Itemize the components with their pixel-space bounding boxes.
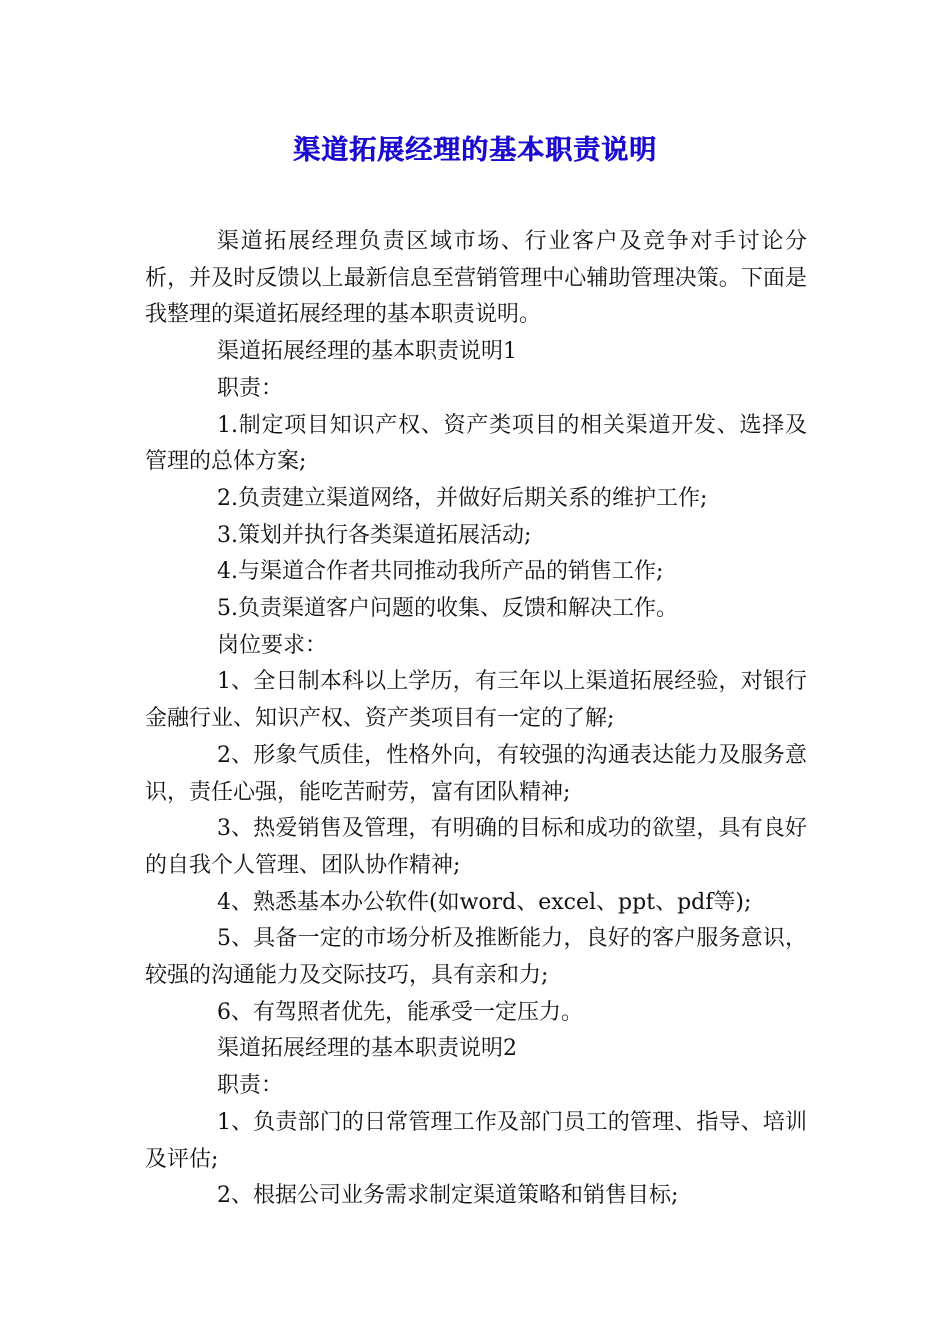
document-title: 渠道拓展经理的基本职责说明	[293, 135, 657, 166]
section-heading-2: 渠道拓展经理的基本职责说明2	[217, 1036, 517, 1062]
requirements-label: 岗位要求：	[217, 632, 328, 658]
intro-paragraph: 渠道拓展经理负责区域市场、行业客户及竞争对手讨论分析，并及时反馈以上最新信息至营销管理中心辅助管理决策。下面是我整理的渠道拓展经理的基本职责说明。	[145, 229, 807, 328]
requirement-item: 4、熟悉基本办公软件(如word、excel、ppt、pdf等);	[217, 889, 752, 915]
duty-item: 2、根据公司业务需求制定渠道策略和销售目标;	[217, 1183, 679, 1209]
duty-item: 5.负责渠道客户问题的收集、反馈和解决工作。	[217, 596, 678, 622]
duty-item: 4.与渠道合作者共同推动我所产品的销售工作;	[217, 559, 664, 585]
section-heading-1: 渠道拓展经理的基本职责说明1	[217, 339, 517, 365]
duty-item: 1、负责部门的日常管理工作及部门员工的管理、指导、培训及评估;	[145, 1109, 807, 1172]
duty-item: 1.制定项目知识产权、资产类项目的相关渠道开发、选择及管理的总体方案;	[145, 412, 807, 475]
duty-item: 3.策划并执行各类渠道拓展活动;	[217, 522, 532, 548]
requirement-item: 1、全日制本科以上学历，有三年以上渠道拓展经验，对银行金融行业、知识产权、资产类项目有一定的了解;	[145, 669, 807, 732]
duty-item: 2.负责建立渠道网络，并做好后期关系的维护工作;	[217, 485, 708, 511]
requirement-item: 2、形象气质佳，性格外向，有较强的沟通表达能力及服务意识，责任心强，能吃苦耐劳，富有团队精神;	[145, 742, 807, 805]
duties-label-2: 职责：	[217, 1073, 284, 1099]
duties-label-1: 职责：	[217, 375, 284, 401]
document-body	[145, 224, 807, 1215]
requirement-item: 5、具备一定的市场分析及推断能力，良好的客户服务意识，较强的沟通能力及交际技巧，具有亲和力;	[145, 926, 807, 989]
requirement-item: 3、热爱销售及管理，有明确的目标和成功的欲望，具有良好的自我个人管理、团队协作精神;	[145, 816, 807, 878]
requirement-item: 6、有驾照者优先，能承受一定压力。	[217, 999, 583, 1025]
